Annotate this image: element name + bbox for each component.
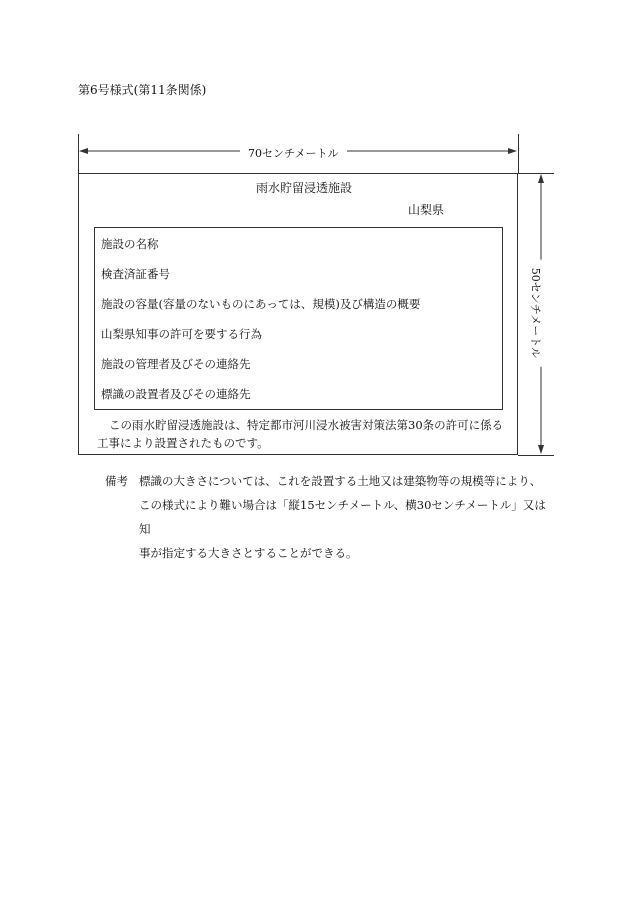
sign-item-manager-contact: 施設の管理者及びその連絡先: [101, 357, 251, 371]
remarks-label: 備考: [105, 474, 128, 488]
form-number-label: 第6号様式(第11条関係): [78, 83, 207, 97]
width-arrow-right-head: [508, 148, 517, 154]
remarks-line-3: 事が指定する大きさとすることができる。: [139, 546, 358, 560]
height-dimension-label: 50センチメートル: [528, 260, 544, 367]
remarks-line-1: 標識の大きさについては、これを設置する土地又は建築物等の規模等により、: [139, 474, 542, 488]
width-dimension-label: 70センチメートル: [240, 145, 347, 161]
remarks-section: [105, 469, 555, 565]
width-arrow-left-head: [79, 148, 88, 154]
height-arrow-top-head: [538, 174, 544, 183]
sign-item-facility-name: 施設の名称: [101, 237, 159, 251]
sign-item-capacity-structure: 施設の容量(容量のないものにあっては、規模)及び構造の概要: [101, 297, 421, 311]
remarks-text: [139, 469, 555, 565]
sign-prefecture: 山梨県: [408, 203, 445, 217]
sign-item-inspection-number: 検査済証番号: [101, 267, 170, 281]
height-arrow-bottom-head: [538, 445, 544, 454]
remarks-line-2: この様式により難い場合は「縦15センチメートル、横30センチメートル」又は知: [139, 498, 546, 536]
sign-item-installer-contact: 標識の設置者及びその連絡先: [101, 387, 251, 401]
sign-item-permitted-action: 山梨県知事の許可を要する行為: [101, 327, 262, 341]
permit-note: この雨水貯留浸透施設は、特定都市河川浸水被害対策法第30条の許可に係る工事により設置されたものです。: [97, 418, 504, 450]
sign-items-box: [94, 227, 503, 410]
sign-title: 雨水貯留浸透施設: [256, 181, 353, 195]
